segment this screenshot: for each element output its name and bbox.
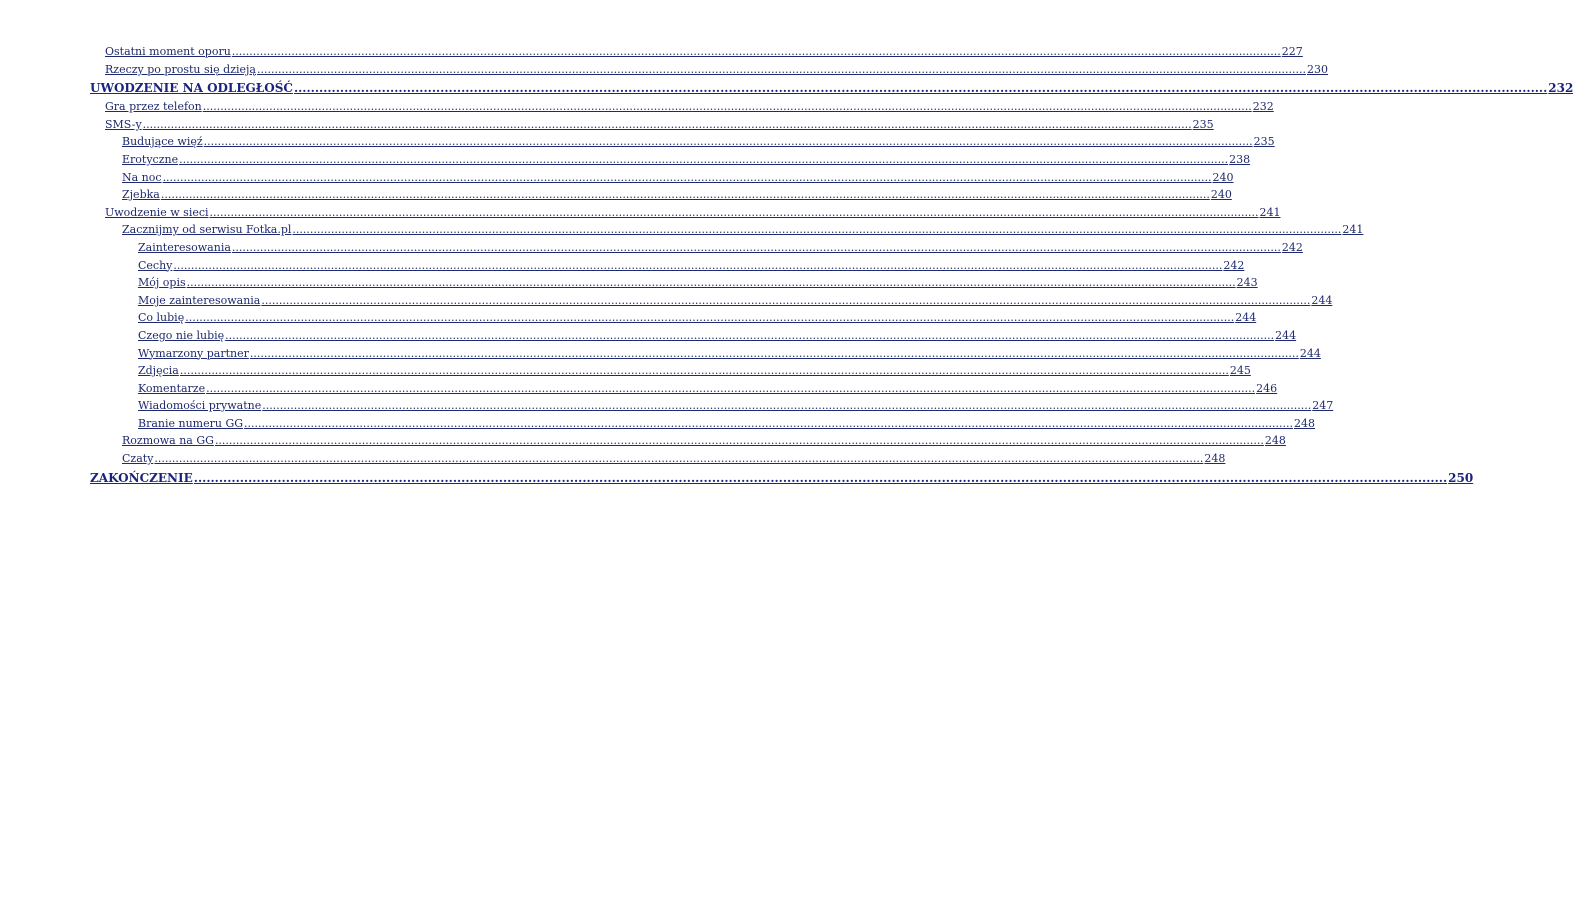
toc-entry-title: UWODZENIE NA ODLEGŁOŚĆ xyxy=(90,81,293,96)
toc-entry-title: Czego nie lubię xyxy=(138,328,225,342)
toc-entry-title: Budujące więź xyxy=(122,135,203,149)
dot-leader: ............................................................................................................................................................................................................................................................................................................ xyxy=(186,276,1236,290)
toc-page-number: 248 xyxy=(1204,452,1226,466)
dot-leader: ............................................................................................................................................................................................................................................................................................................ xyxy=(262,399,1312,413)
dot-leader: ............................................................................................................................................................................................................................................................................................................ xyxy=(244,416,1294,430)
toc-page-number: 235 xyxy=(1253,135,1275,149)
toc-entry-link[interactable] xyxy=(138,345,1321,363)
toc-page-number: 235 xyxy=(1192,117,1214,131)
dot-leader: ............................................................................................................................................................................................................................................................................................................ xyxy=(142,117,1192,131)
toc-entry-title: Co lubię xyxy=(138,311,185,325)
toc-entry-title: Uwodzenie w sieci xyxy=(105,205,209,219)
toc-entry-link[interactable] xyxy=(138,292,1333,310)
toc-entry-title: Zdjęcia xyxy=(138,364,179,378)
toc-entry-link[interactable] xyxy=(138,380,1278,398)
toc-entry-title: Erotyczne xyxy=(122,152,179,166)
toc-entry-link[interactable] xyxy=(138,239,1303,257)
dot-leader: ............................................................................................................................................................................................................................................................................................................ xyxy=(209,205,1259,219)
toc-entry-title: Zainteresowania xyxy=(138,240,231,254)
toc-entry-link[interactable] xyxy=(105,116,1214,134)
toc-entry-link[interactable] xyxy=(138,362,1251,380)
dot-leader: ............................................................................................................................................................................................................................................................................................................ xyxy=(173,258,1223,272)
toc-page-number: 242 xyxy=(1223,258,1245,272)
toc-page-number: 232 xyxy=(1252,100,1274,114)
toc-page-number: 244 xyxy=(1235,311,1257,325)
dot-leader: ............................................................................................................................................................................................................................................................................................................ xyxy=(292,223,1342,237)
toc-entry-link[interactable] xyxy=(122,450,1226,468)
toc-entry-link[interactable] xyxy=(138,415,1316,433)
dot-leader: ............................................................................................................................................................................................................................................................................................................ xyxy=(249,346,1299,360)
toc-entry-title: Czaty xyxy=(122,452,154,466)
toc-entry-link[interactable] xyxy=(105,204,1281,222)
toc-entry-title: Rozmowa na GG xyxy=(122,434,214,448)
toc-page-number: 250 xyxy=(1448,470,1474,485)
toc-entry-title: Rzeczy po prostu się dzieją xyxy=(105,62,256,76)
toc-page-number: 248 xyxy=(1294,416,1316,430)
toc-page-number: 248 xyxy=(1264,434,1286,448)
dot-leader: ............................................................................................................................................................................................................................................................................................................ xyxy=(225,328,1275,342)
toc-entry-title: Komentarze xyxy=(138,381,206,395)
toc-entry-link[interactable] xyxy=(138,257,1245,275)
dot-leader: ............................................................................................................................................................................................................................................................................................................ xyxy=(261,293,1311,307)
toc-entry-title: Cechy xyxy=(138,258,173,272)
dot-leader: ............................................................................................................................................................................................................................................................................................................ xyxy=(257,62,1306,76)
toc-entry-link[interactable] xyxy=(122,169,1234,187)
toc-entry-link[interactable] xyxy=(105,61,1328,79)
toc-page-number: 244 xyxy=(1275,328,1297,342)
toc-page-number: 241 xyxy=(1342,223,1364,237)
toc-entry-title: SMS-y xyxy=(105,117,142,131)
toc-entry-title: Mój opis xyxy=(138,276,186,290)
dot-leader: ............................................................................................................................................................................................................................................................................................................ xyxy=(214,434,1264,448)
dot-leader: ............................................................................................................................................................................................................................................................................................................ xyxy=(179,152,1229,166)
toc-entry-link[interactable] xyxy=(105,98,1274,116)
toc-entry-link[interactable] xyxy=(122,151,1251,169)
toc-entry-title: Wiadomości prywatne xyxy=(138,399,262,413)
toc-entry-title: Gra przez telefon xyxy=(105,100,202,114)
toc-page-number: 240 xyxy=(1210,188,1232,202)
toc-entry-title: Zacznijmy od serwisu Fotka.pl xyxy=(122,223,292,237)
toc-page-number: 227 xyxy=(1281,45,1303,58)
toc-page-number: 243 xyxy=(1236,276,1258,290)
toc-page-number: 244 xyxy=(1311,293,1333,307)
dot-leader: ............................................................................................................................................................................................................................................................................................................ xyxy=(160,188,1210,202)
toc-page-number: 244 xyxy=(1299,346,1321,360)
dot-leader: ............................................................................................................................................................................................................................................................................................................ xyxy=(179,364,1229,378)
dot-leader: ............................................................................................................................................................................................................................................................................................................ xyxy=(203,135,1253,149)
toc-page-number: 230 xyxy=(1306,62,1328,76)
toc-entry-link[interactable] xyxy=(122,221,1364,239)
toc-page-number: 241 xyxy=(1259,205,1281,219)
toc-entry-title: Branie numeru GG xyxy=(138,416,244,430)
dot-leader: ............................................................................................................................................................................................................................................................................................................ xyxy=(193,470,1448,485)
toc-chapter-link[interactable] xyxy=(90,468,1474,488)
toc-page-number: 246 xyxy=(1256,381,1278,395)
dot-leader: ............................................................................................................................................................................................................................................................................................................ xyxy=(185,311,1235,325)
dot-leader: ............................................................................................................................................................................................................................................................................................................ xyxy=(162,170,1212,184)
toc-chapter-link[interactable] xyxy=(90,78,1573,98)
toc-entry-link[interactable] xyxy=(138,274,1258,292)
toc-page-number: 240 xyxy=(1212,170,1234,184)
toc-entry-link[interactable] xyxy=(105,43,1303,61)
toc-entry-title: Zjebka xyxy=(122,188,160,202)
dot-leader: ............................................................................................................................................................................................................................................................................................................ xyxy=(202,100,1252,114)
toc-entry-title: Ostatni moment oporu xyxy=(105,45,231,58)
dot-leader: ............................................................................................................................................................................................................................................................................................................ xyxy=(231,45,1281,58)
toc-entry-title: ZAKOŃCZENIE xyxy=(90,470,193,485)
toc-entry-link[interactable] xyxy=(138,327,1297,345)
dot-leader: ............................................................................................................................................................................................................................................................................................................ xyxy=(293,81,1548,96)
toc-entry-link[interactable] xyxy=(122,133,1275,151)
toc-page-number: 245 xyxy=(1229,364,1251,378)
dot-leader: ............................................................................................................................................................................................................................................................................................................ xyxy=(154,452,1204,466)
toc-page-number: 232 xyxy=(1548,81,1573,96)
toc-page-number: 242 xyxy=(1281,240,1303,254)
toc-page-number: 247 xyxy=(1312,399,1334,413)
dot-leader: ............................................................................................................................................................................................................................................................................................................ xyxy=(231,240,1281,254)
toc-entry-link[interactable] xyxy=(122,432,1286,450)
toc-entry-title: Na noc xyxy=(122,170,162,184)
table-of-contents xyxy=(90,43,1573,488)
toc-entry-title: Wymarzony partner xyxy=(138,346,249,360)
dot-leader: ............................................................................................................................................................................................................................................................................................................ xyxy=(206,381,1256,395)
toc-entry-link[interactable] xyxy=(122,186,1232,204)
toc-page-number: 238 xyxy=(1229,152,1251,166)
toc-entry-link[interactable] xyxy=(138,397,1334,415)
toc-entry-title: Moje zainteresowania xyxy=(138,293,261,307)
toc-entry-link[interactable] xyxy=(138,309,1257,327)
